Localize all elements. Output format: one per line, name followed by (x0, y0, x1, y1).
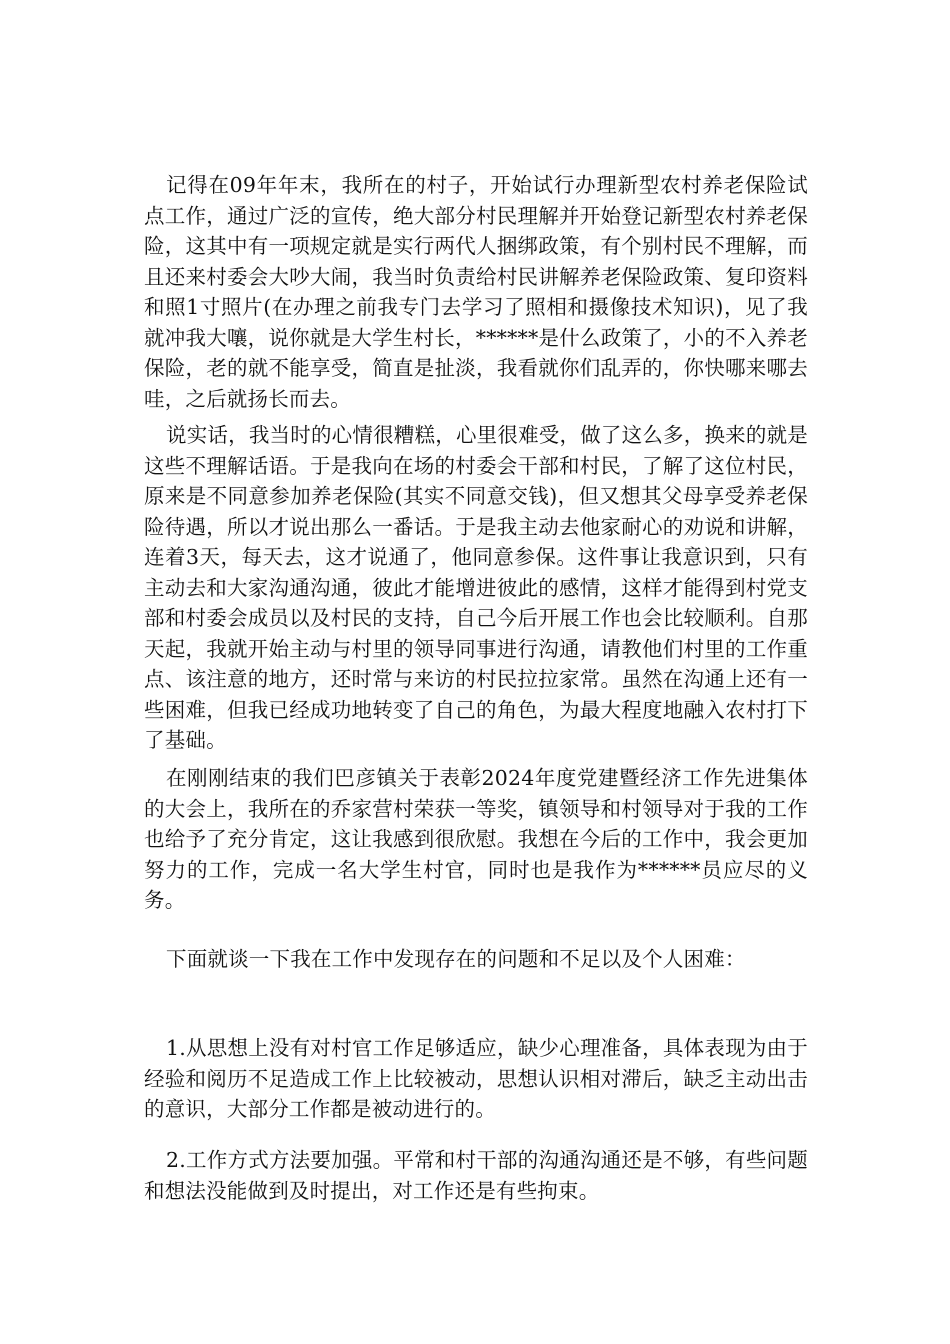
paragraph-award: 在刚刚结束的我们巴彦镇关于表彰2024年度党建暨经济工作先进集体的大会上，我所在的乔家营村荣获一等奖，镇领导和村领导对于我的工作也给予了充分肯定，这让我感到很欣慰。我想在今后的工作中，我会更加努力的工作，完成一名大学生村官，同时也是我作为******员应尽的义务。 (144, 766, 808, 912)
paragraph-pension-pilot: 记得在09年年末，我所在的村子，开始试行办理新型农村养老保险试点工作，通过广泛的宣传，绝大部分村民理解并开始登记新型农村养老保险，这其中有一项规定就是实行两代人捆绑政策，有个别村民不理解，而且还来村委会大吵大闹，我当时负责给村民讲解养老保险政策、复印资料和照1寸照片(在办理之前我专门去学习了照相和摄像技术知识)，见了我就冲我大嚷，说你就是大学生村长，******是什么政策了，小的不入养老保险，老的就不能享受，简直是扯淡，我看就你们乱弄的，你快哪来哪去哇，之后就扬长而去。 (144, 173, 808, 411)
paragraph-problems-intro: 下面就谈一下我在工作中发现存在的问题和不足以及个人困难： (166, 947, 746, 971)
paragraph-communication-lesson: 说实话，我当时的心情很糟糕，心里很难受，做了这么多，换来的就是这些不理解话语。于是我向在场的村委会干部和村民，了解了这位村民，原来是不同意参加养老保险(其实不同意交钱)，但又想其父母享受养老保险待遇，所以才说出那么一番话。于是我主动去他家耐心的劝说和讲解，连着3天，每天去，这才说通了，他同意参保。这件事让我意识到，只有主动去和大家沟通沟通，彼此才能增进彼此的感情，这样才能得到村党支部和村委会成员以及村民的支持，自己今后开展工作也会比较顺利。自那天起，我就开始主动与村里的领导同事进行沟通，请教他们村里的工作重点、该注意的地方，还时常与来访的村民拉拉家常。虽然在沟通上还有一些困难，但我已经成功地转变了自己的角色，为最大程度地融入农村打下了基础。 (144, 423, 808, 752)
paragraph-problem-2: 2.工作方式方法要加强。平常和村干部的沟通沟通还是不够，有些问题和想法没能做到及时提出，对工作还是有些拘束。 (144, 1148, 808, 1203)
paragraph-problem-1: 1.从思想上没有对村官工作足够适应，缺少心理准备，具体表现为由于经验和阅历不足造成工作上比较被动，思想认识相对滞后，缺乏主动出击的意识，大部分工作都是被动进行的。 (144, 1036, 808, 1121)
